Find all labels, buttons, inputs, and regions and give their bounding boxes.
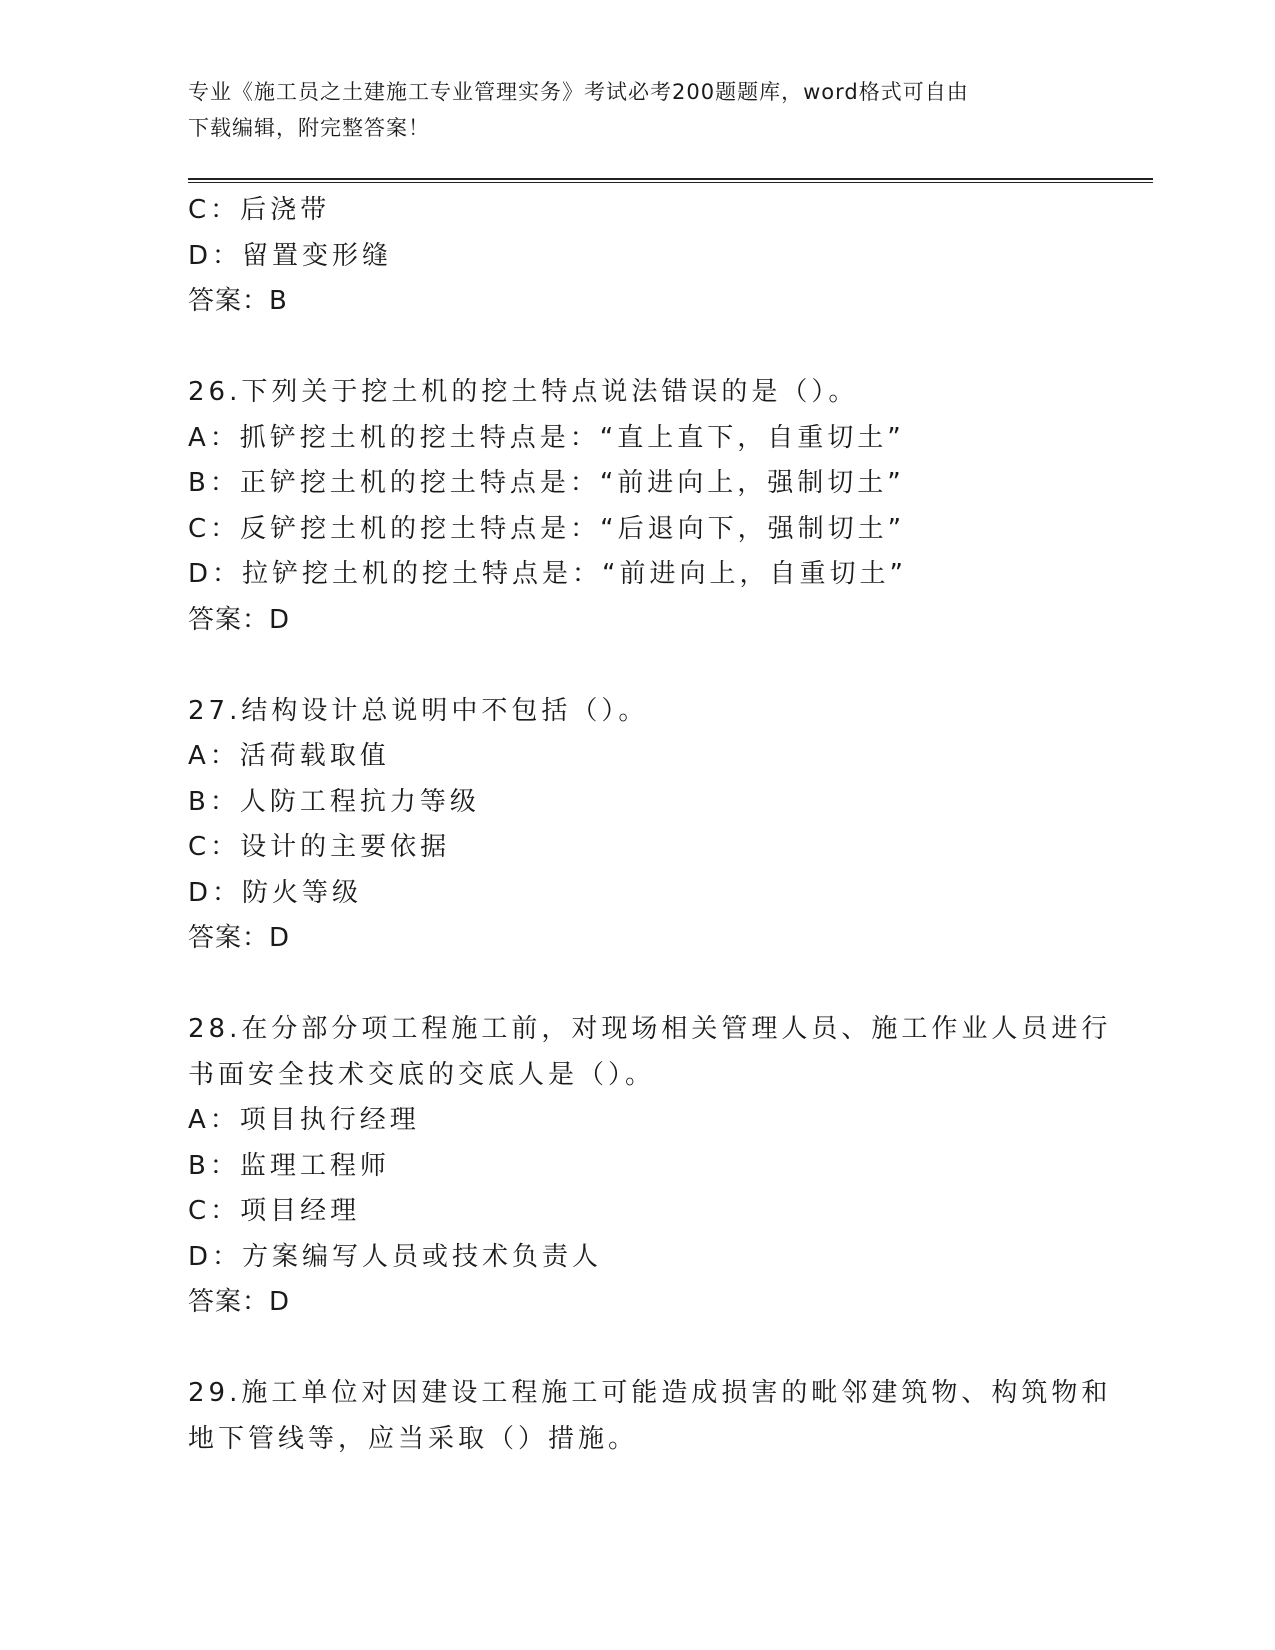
answer-line: 答案：D — [188, 923, 291, 953]
answer-line: 答案：D — [188, 1287, 291, 1317]
option-a: A：项目执行经理 — [188, 1105, 420, 1135]
spacer — [188, 325, 1088, 371]
spacer — [188, 1326, 1088, 1372]
question-stem: 28.在分部分项工程施工前，对现场相关管理人员、施工作业人员进行 — [188, 1014, 1112, 1044]
question-27 — [188, 689, 1088, 962]
option-d: D：拉铲挖土机的挖土特点是：“前进向上，自重切土” — [188, 559, 907, 589]
question-stem-continued: 书面安全技术交底的交底人是（）。 — [188, 1059, 656, 1090]
previous-question-tail — [188, 188, 1088, 325]
header-title-line-2: 下载编辑，附完整答案！ — [188, 116, 430, 140]
answer-line: 答案：B — [188, 286, 288, 316]
option-a: A：活荷载取值 — [188, 741, 390, 771]
header-title-line-1: 专业《施工员之土建施工专业管理实务》考试必考200题题库，word格式可自由 — [188, 80, 969, 104]
option-c: C：后浇带 — [188, 195, 331, 225]
question-stem: 26.下列关于挖土机的挖土特点说法错误的是（）。 — [188, 377, 859, 407]
spacer — [188, 643, 1088, 689]
option-d: D：方案编写人员或技术负责人 — [188, 1241, 603, 1272]
option-c: C：反铲挖土机的挖土特点是：“后退向下，强制切土” — [188, 513, 906, 544]
document-header — [188, 74, 1068, 146]
answer-line: 答案：D — [188, 604, 291, 635]
question-28 — [188, 1007, 1112, 1326]
option-d: D：留置变形缝 — [188, 240, 393, 271]
option-c: C：设计的主要依据 — [188, 832, 451, 862]
question-stem-continued: 地下管线等，应当采取（）措施。 — [188, 1423, 639, 1454]
option-b: B：正铲挖土机的挖土特点是：“前进向上，强制切土” — [188, 468, 905, 498]
spacer — [188, 962, 1088, 1008]
question-stem: 27.结构设计总说明中不包括（）。 — [188, 695, 649, 726]
question-26 — [188, 370, 1088, 643]
header-divider — [188, 178, 1153, 183]
option-b: B：监理工程师 — [188, 1150, 390, 1181]
option-d: D：防火等级 — [188, 877, 363, 908]
question-stem: 29.施工单位对因建设工程施工可能造成损害的毗邻建筑物、构筑物和 — [188, 1378, 1112, 1408]
question-29 — [188, 1371, 1112, 1462]
option-a: A：抓铲挖土机的挖土特点是：“直上直下，自重切土” — [188, 422, 905, 453]
question-list — [188, 188, 1112, 1462]
option-c: C：项目经理 — [188, 1196, 361, 1226]
option-b: B：人防工程抗力等级 — [188, 786, 480, 817]
